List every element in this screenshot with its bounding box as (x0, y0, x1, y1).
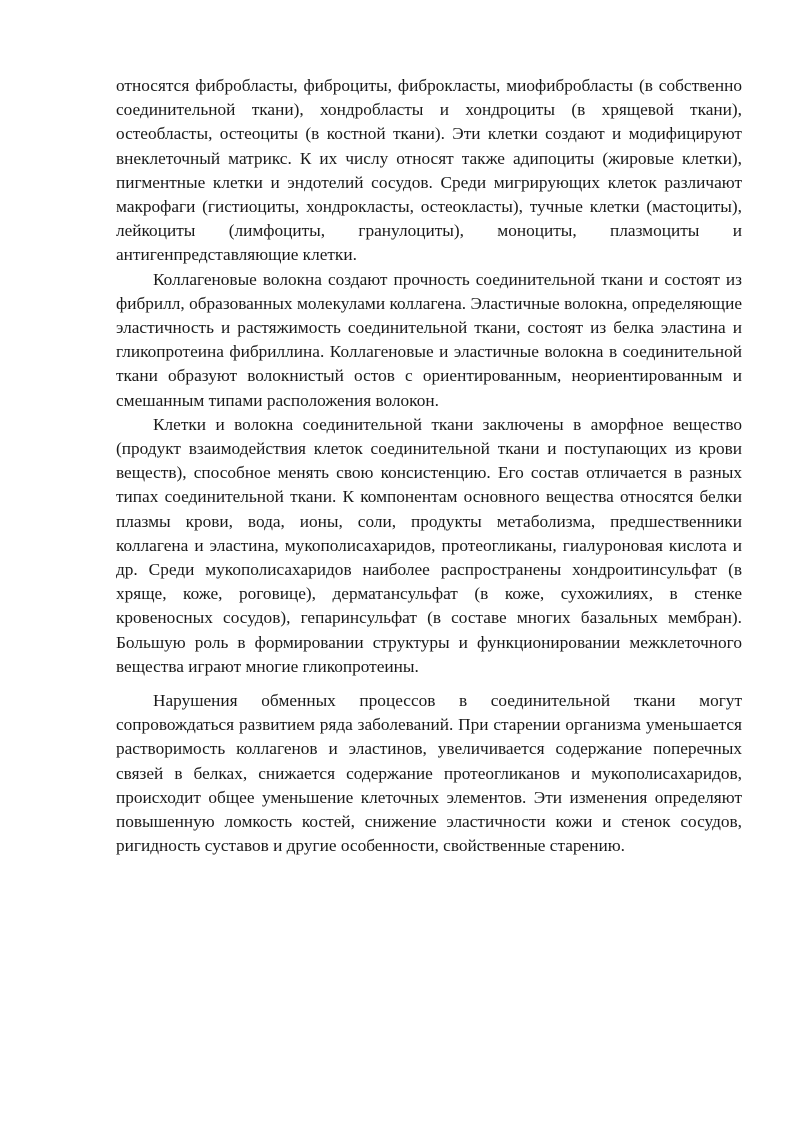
paragraph-aging-disorders: Нарушения обменных процессов в соединительной ткани могут сопровождаться развитием ряда заболеваний. При старении организма уменьшается растворимость коллагенов и эластинов, увеличивается содержание поперечных связей в белках, снижается содержание протеогликанов и мукополисахаридов, происходит общее уменьшение клеточных элементов. Эти изменения определяют повышенную ломкость костей, снижение эластичности кожи и стенок сосудов, ригидность суставов и другие особенности, свойственные старению. (116, 691, 742, 856)
paragraph-cell-types: относятся фибробласты, фиброциты, фиброкласты, миофибробласты (в собственно соединительной ткани), хондробласты и хондроциты (в хрящевой ткани), остеобласты, остеоциты (в костной ткани). Эти клетки создают и модифицируют внеклеточный матрикс. К их числу относят также адипоциты (жировые клетки), пигментные клетки и эндотелий сосудов. Среди мигрирующих клеток различают макрофаги (гистиоциты, хондрокласты, остеокласты), тучные клетки (мастоциты), лейкоциты (лимфоциты, гранулоциты), моноциты, плазмоциты и антигенпредставляющие клетки. (116, 76, 742, 265)
paragraph-collagen-fibers: Коллагеновые волокна создают прочность соединительной ткани и состоят из фибрилл, образованных молекулами коллагена. Эластичные волокна, определяющие эластичность и растяжимость соединительной ткани, состоят из белка эластина и гликопротеина фибриллина. Коллагеновые и эластичные волокна в соединительной ткани образуют волокнистый остов с ориентированным, неориентированным и смешанным типами расположения волокон. (116, 269, 742, 410)
paragraph-ground-substance: Клетки и волокна соединительной ткани заключены в аморфное вещество (продукт взаимодействия клеток соединительной ткани и поступающих из крови веществ), способное менять свою консистенцию. Его состав отличается в разных типах соединительной ткани. К компонентам основного вещества относятся белки плазмы крови, вода, ионы, соли, продукты метаболизма, предшественники коллагена и эластина, мукополисахаридов, протеогликаны, гиалуроновая кислота и др. Среди мукополисахаридов наиболее распространены хондроитинсульфат (в хряще, коже, роговице), дерматансульфат (в коже, сухожилиях, в стенке кровеносных сосудов), гепаринсульфат (в составе многих базальных мембран). Большую роль в формировании структуры и функционировании межклеточного вещества играют многие гликопротеины. (116, 414, 742, 676)
document-page (116, 74, 742, 859)
